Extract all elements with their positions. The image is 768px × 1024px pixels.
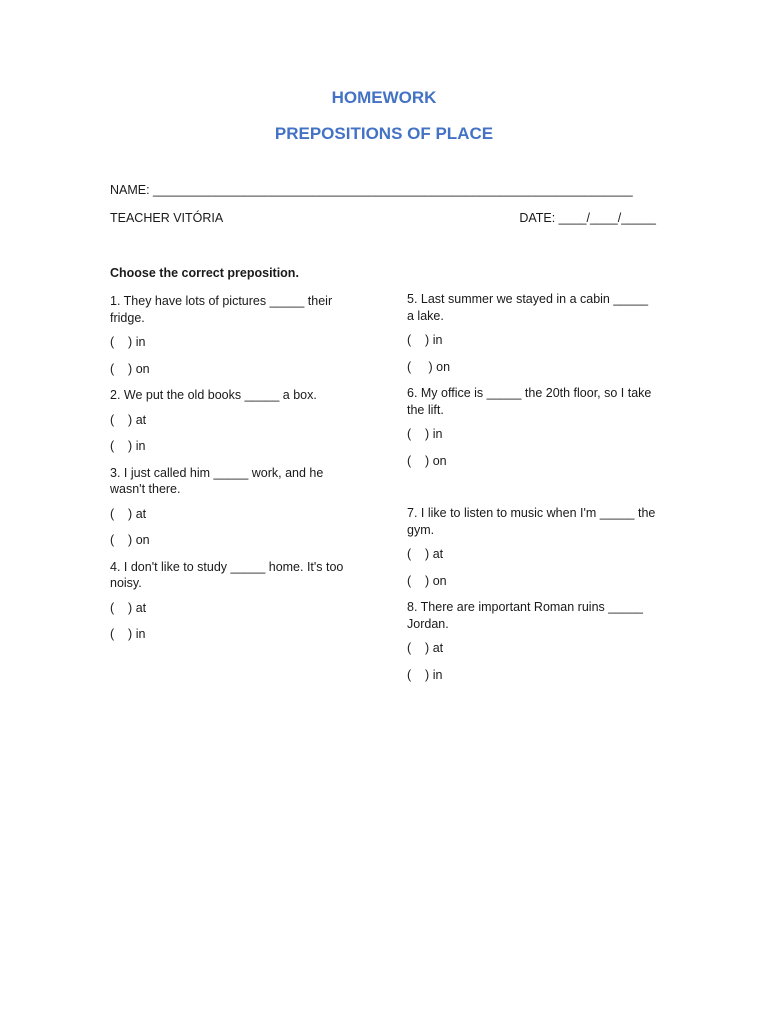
- question-text: 4. I don't like to study _____ home. It's too noisy.: [110, 559, 344, 590]
- answer-option: ( ) in: [407, 667, 443, 682]
- question-4: [110, 559, 360, 643]
- answer-option: ( ) on: [407, 573, 447, 588]
- answer-option: ( ) at: [110, 600, 147, 615]
- question-text: 7. I like to listen to music when I'm _____ the gym.: [407, 506, 656, 537]
- answer-option: ( ) at: [407, 547, 444, 561]
- question-text: 2. We put the old books _____ a box.: [110, 388, 317, 402]
- answer-option: ( ) in: [407, 427, 443, 441]
- answer-option: ( ) at: [110, 412, 147, 427]
- questions-column-right: [407, 291, 657, 693]
- answer-option: ( ) in: [110, 627, 146, 641]
- instructions: Choose the correct preposition.: [110, 266, 299, 280]
- question-2: [110, 387, 360, 455]
- answer-option: ( ) on: [110, 361, 150, 376]
- question-5: [407, 291, 657, 375]
- answer-option: ( ) on: [110, 533, 150, 547]
- page-subtitle: PREPOSITIONS OF PLACE: [274, 124, 494, 143]
- question-8: [407, 599, 657, 683]
- answer-option: ( ) at: [110, 506, 147, 521]
- answer-option: ( ) at: [407, 641, 444, 655]
- question-text: 3. I just called him _____ work, and he wasn't there.: [110, 465, 324, 496]
- question-text: 8. There are important Roman ruins _____ Jordan.: [407, 600, 644, 631]
- answer-option: ( ) on: [407, 359, 451, 374]
- questions-column-left: [110, 293, 360, 653]
- question-1: [110, 293, 360, 377]
- question-text: 1. They have lots of pictures _____ their fridge.: [110, 294, 333, 325]
- name-field-line: NAME: _____________________________________________________________________: [110, 183, 633, 197]
- question-7: [407, 505, 657, 589]
- answer-option: ( ) in: [110, 439, 146, 453]
- question-text: 6. My office is _____ the 20th floor, so I take the lift.: [407, 386, 652, 417]
- question-text: 5. Last summer we stayed in a cabin _____ a lake.: [407, 292, 649, 323]
- page-title: HOMEWORK: [331, 88, 437, 107]
- answer-option: ( ) on: [407, 453, 447, 468]
- teacher-label: TEACHER VITÓRIA: [110, 211, 224, 225]
- answer-option: ( ) in: [407, 333, 443, 347]
- spacer: [407, 479, 657, 505]
- answer-option: ( ) in: [110, 335, 146, 349]
- date-field-line: DATE: ____/____/_____: [519, 211, 656, 225]
- question-6: [407, 385, 657, 469]
- question-3: [110, 465, 360, 549]
